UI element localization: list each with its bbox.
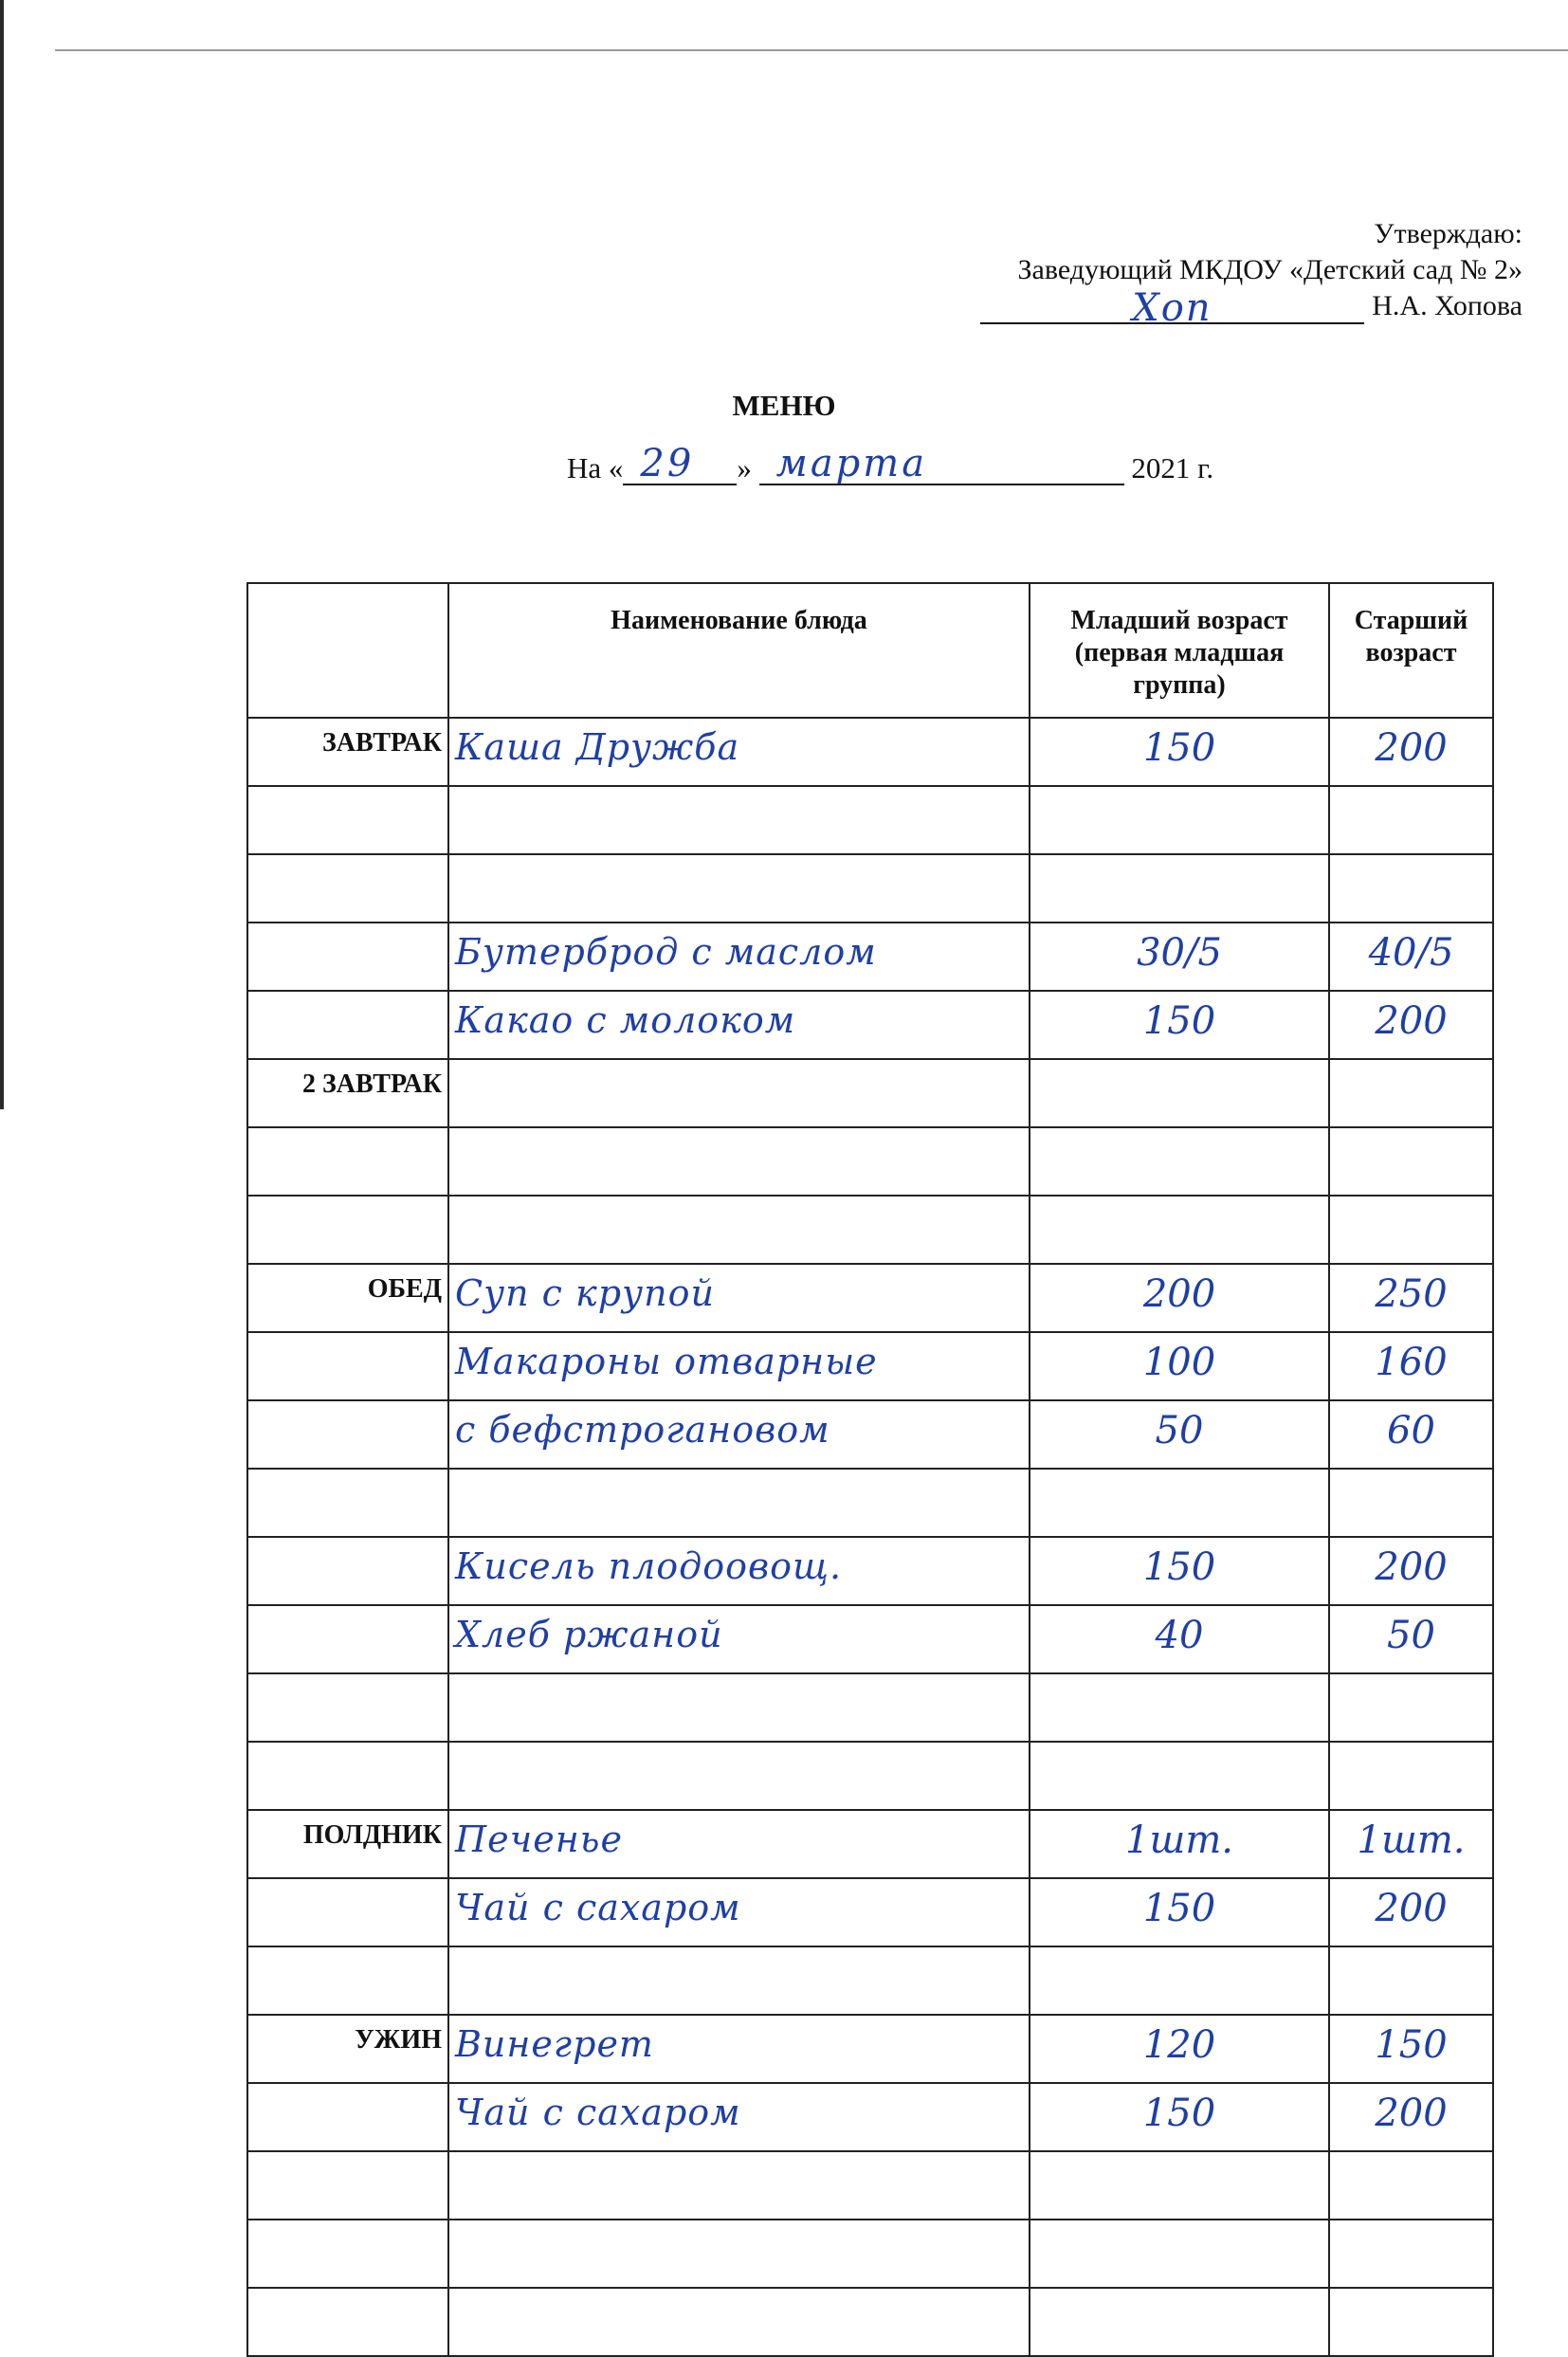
meal-cell [247, 1127, 448, 1196]
senior-portion-cell [1329, 1673, 1493, 1742]
senior-portion-cell: 200 [1329, 1878, 1493, 1946]
dish-cell: с бефстрогановом [448, 1400, 1030, 1469]
meal-cell: ПОЛДНИК [247, 1810, 448, 1878]
senior-portion-cell: 1шт. [1329, 1810, 1493, 1878]
senior-portion-cell [1329, 1742, 1493, 1810]
table-row [247, 1332, 1493, 1400]
senior-portion-cell: 150 [1329, 2015, 1493, 2083]
table-row [247, 1264, 1493, 1332]
meal-cell: ОБЕД [247, 1264, 448, 1332]
meal-cell [247, 1946, 448, 2015]
table-row [247, 2151, 1493, 2220]
senior-portion-cell: 200 [1329, 718, 1493, 786]
senior-portion-cell [1329, 1196, 1493, 1264]
meal-cell [247, 2220, 448, 2288]
approval-block [980, 216, 1522, 330]
junior-portion-cell: 150 [1030, 991, 1329, 1059]
meal-cell [247, 1878, 448, 1946]
senior-portion-cell [1329, 1946, 1493, 2015]
meal-cell [247, 2151, 448, 2220]
table-row [247, 1605, 1493, 1673]
senior-portion-cell: 160 [1329, 1332, 1493, 1400]
dish-cell [448, 2288, 1030, 2356]
meal-cell [247, 923, 448, 991]
meal-cell: 2 ЗАВТРАК [247, 1059, 448, 1127]
junior-portion-cell: 200 [1030, 1264, 1329, 1332]
table-row [247, 1810, 1493, 1878]
senior-portion-cell: 200 [1329, 1537, 1493, 1605]
table-row [247, 1400, 1493, 1469]
junior-portion-cell [1030, 1196, 1329, 1264]
junior-portion-cell: 150 [1030, 1878, 1329, 1946]
dish-cell [448, 1127, 1030, 1196]
signature-line [980, 286, 1364, 330]
month-blank [759, 442, 1124, 485]
meal-cell [247, 2288, 448, 2356]
dish-cell [448, 2220, 1030, 2288]
header-junior: Младший возраст (первая младшая группа) [1030, 583, 1329, 718]
table-row [247, 1127, 1493, 1196]
junior-portion-cell: 150 [1030, 1537, 1329, 1605]
dish-cell [448, 1742, 1030, 1810]
meal-cell [247, 1196, 448, 1264]
dish-cell [448, 854, 1030, 923]
junior-portion-cell [1030, 1127, 1329, 1196]
scan-edge [0, 0, 4, 1109]
table-row [247, 1946, 1493, 2015]
menu-table [246, 582, 1494, 2357]
junior-portion-cell: 150 [1030, 2083, 1329, 2151]
junior-portion-cell: 1шт. [1030, 1810, 1329, 1878]
dish-cell [448, 786, 1030, 854]
table-row [247, 1742, 1493, 1810]
meal-cell [247, 1742, 448, 1810]
dish-cell: Бутерброд с маслом [448, 923, 1030, 991]
senior-portion-cell [1329, 2288, 1493, 2356]
dish-cell: Какао с молоком [448, 991, 1030, 1059]
dish-cell [448, 1673, 1030, 1742]
table-row [247, 1673, 1493, 1742]
meal-cell [247, 1537, 448, 1605]
approval-position: Заведующий МКДОУ «Детский сад № 2» [1017, 254, 1522, 285]
day-blank [623, 442, 737, 485]
header-dish: Наименование блюда [448, 583, 1030, 718]
junior-portion-cell [1030, 2288, 1329, 2356]
table-row [247, 854, 1493, 923]
table-row [247, 991, 1493, 1059]
meal-cell [247, 1400, 448, 1469]
junior-portion-cell [1030, 1059, 1329, 1127]
date-prefix: На « [567, 451, 624, 484]
dish-cell [448, 2151, 1030, 2220]
table-row [247, 1059, 1493, 1127]
date-day: 29 [640, 442, 695, 485]
dish-cell [448, 1059, 1030, 1127]
dish-cell: Макароны отварные [448, 1332, 1030, 1400]
senior-portion-cell [1329, 854, 1493, 923]
dish-cell: Винегрет [448, 2015, 1030, 2083]
date-year: 2021 г. [1131, 451, 1214, 484]
dish-cell [448, 1946, 1030, 2015]
dish-cell: Хлеб ржаной [448, 1605, 1030, 1673]
table-row [247, 1196, 1493, 1264]
senior-portion-cell [1329, 1469, 1493, 1537]
meal-cell [247, 786, 448, 854]
dish-cell: Суп с крупой [448, 1264, 1030, 1332]
junior-portion-cell [1030, 1673, 1329, 1742]
header-senior: Старший возраст [1329, 583, 1493, 718]
page-title: МЕНЮ [732, 389, 836, 422]
date-line [567, 442, 1214, 485]
table-row [247, 2015, 1493, 2083]
senior-portion-cell: 200 [1329, 2083, 1493, 2151]
junior-portion-cell [1030, 2220, 1329, 2288]
meal-cell [247, 854, 448, 923]
junior-portion-cell: 120 [1030, 2015, 1329, 2083]
approval-heading: Утверждаю: [1374, 218, 1522, 249]
date-mid: » [737, 451, 752, 484]
meal-cell [247, 1605, 448, 1673]
junior-portion-cell: 100 [1030, 1332, 1329, 1400]
senior-portion-cell [1329, 2151, 1493, 2220]
meal-cell: УЖИН [247, 2015, 448, 2083]
senior-portion-cell: 60 [1329, 1400, 1493, 1469]
table-row [247, 2083, 1493, 2151]
junior-portion-cell [1030, 786, 1329, 854]
meal-cell: ЗАВТРАК [247, 718, 448, 786]
table-row [247, 2220, 1493, 2288]
table-row [247, 1469, 1493, 1537]
senior-portion-cell: 50 [1329, 1605, 1493, 1673]
header-meal [247, 583, 448, 718]
meal-cell [247, 2083, 448, 2151]
junior-portion-cell [1030, 1742, 1329, 1810]
meal-cell [247, 1332, 448, 1400]
meal-cell [247, 1469, 448, 1537]
top-rule [55, 49, 1568, 51]
table-row [247, 786, 1493, 854]
table-row [247, 2288, 1493, 2356]
senior-portion-cell: 200 [1329, 991, 1493, 1059]
dish-cell: Чай с сахаром [448, 2083, 1030, 2151]
table-header-row [247, 583, 1493, 718]
senior-portion-cell [1329, 1127, 1493, 1196]
table-row [247, 718, 1493, 786]
table-body [247, 718, 1493, 2356]
meal-cell [247, 1673, 448, 1742]
senior-portion-cell [1329, 1059, 1493, 1127]
approver-name: Н.А. Хопова [1372, 290, 1522, 321]
table-row [247, 923, 1493, 991]
dish-cell: Чай с сахаром [448, 1878, 1030, 1946]
meal-cell [247, 991, 448, 1059]
dish-cell: Печенье [448, 1810, 1030, 1878]
senior-portion-cell [1329, 786, 1493, 854]
junior-portion-cell [1030, 2151, 1329, 2220]
junior-portion-cell: 50 [1030, 1400, 1329, 1469]
junior-portion-cell: 30/5 [1030, 923, 1329, 991]
dish-cell: Кисель плодоовощ. [448, 1537, 1030, 1605]
dish-cell [448, 1196, 1030, 1264]
dish-cell: Каша Дружба [448, 718, 1030, 786]
handwritten-signature: Хоп [1132, 286, 1212, 330]
senior-portion-cell: 40/5 [1329, 923, 1493, 991]
date-month: марта [775, 442, 928, 485]
approval-signature-row [980, 286, 1522, 330]
senior-portion-cell: 250 [1329, 1264, 1493, 1332]
junior-portion-cell [1030, 1946, 1329, 2015]
table-row [247, 1878, 1493, 1946]
junior-portion-cell: 40 [1030, 1605, 1329, 1673]
junior-portion-cell [1030, 1469, 1329, 1537]
table-row [247, 1537, 1493, 1605]
junior-portion-cell [1030, 854, 1329, 923]
dish-cell [448, 1469, 1030, 1537]
junior-portion-cell: 150 [1030, 718, 1329, 786]
senior-portion-cell [1329, 2220, 1493, 2288]
